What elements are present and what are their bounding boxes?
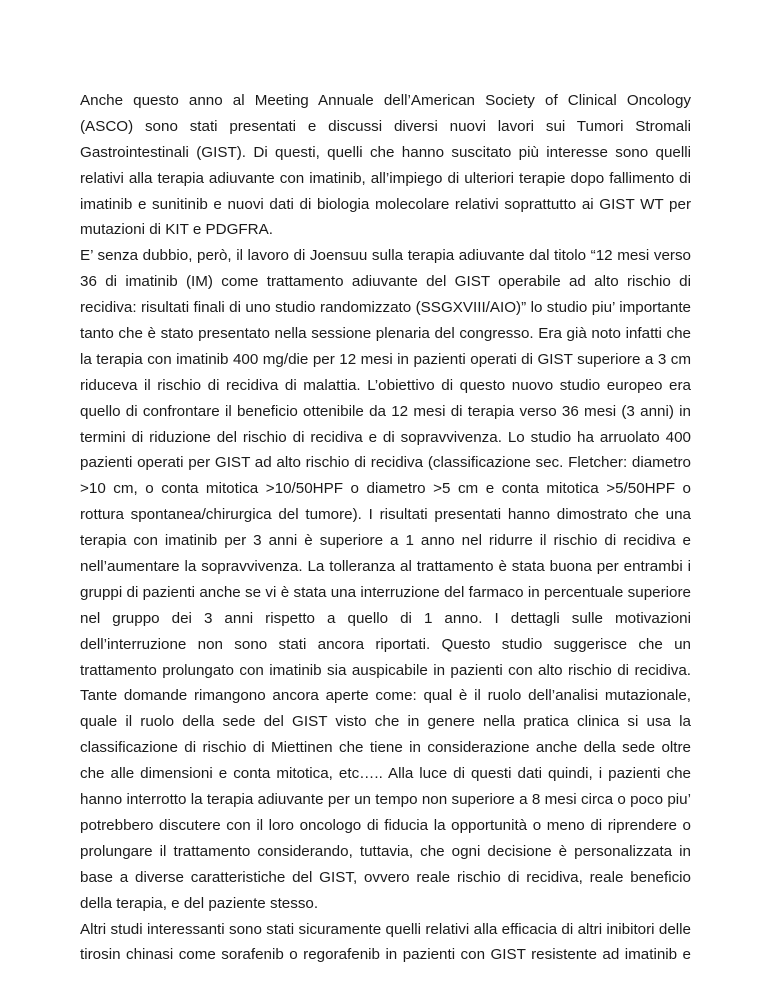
text-line: imatinib e sunitinib e nuovi dati di biologia molecolare relativi soprattutto ai GIST WT per [80, 195, 691, 213]
text-line: pazienti operati per GIST ad alto rischio di recidiva (classificazione sec. Fletcher: diametro [80, 454, 691, 472]
text-line: tirosin chinasi come sorafenib o regorafenib in pazienti con GIST resistente ad imatinib e [80, 946, 691, 964]
text-line: quello di confrontare il beneficio ottenibile da 12 mesi di terapia verso 36 mesi (3 anni) in [80, 402, 691, 420]
text-line: della terapia, e del paziente stesso. [80, 894, 319, 912]
paragraph-other-studies [80, 917, 691, 969]
text-line: riduceva il rischio di recidiva di malattia. L’obiettivo di questo nuovo studio europeo era [80, 376, 691, 394]
text-line: la terapia con imatinib 400 mg/die per 12 mesi in pazienti operati di GIST superiore a 3 cm [80, 350, 691, 368]
text-line: E’ senza dubbio, però, il lavoro di Joensuu sulla terapia adiuvante dal titolo “12 mesi verso [80, 247, 691, 265]
paragraph-asco-intro [80, 88, 691, 243]
text-line: nel gruppo dei 3 anni rispetto a quello di 1 anno. I dettagli sulle motivazioni [80, 609, 691, 627]
text-line: Tante domande rimangono ancora aperte come: qual è il ruolo dell’analisi mutazionale, [80, 687, 691, 705]
text-line: relativi alla terapia adiuvante con imatinib, all’impiego di ulteriori terapie dopo fallimento di [80, 169, 691, 187]
text-line: base a diverse caratteristiche del GIST, ovvero reale rischio di recidiva, reale beneficio [80, 868, 691, 886]
text-line: prolungare il trattamento considerando, tuttavia, che ogni decisione è personalizzata in [80, 842, 691, 860]
text-line: >10 cm, o conta mitotica >10/50HPF o diametro >5 cm e conta mitotica >5/50HPF o [80, 480, 691, 498]
text-line: hanno interrotto la terapia adiuvante per un tempo non superiore a 8 mesi circa o poco piu’ [80, 791, 691, 809]
text-line: dell’interruzione non sono stati ancora riportati. Questo studio suggerisce che un [80, 635, 691, 653]
text-line: tanto che è stato presentato nella sessione plenaria del congresso. Era già noto infatti che [80, 325, 691, 343]
text-line: rottura spontanea/chirurgica del tumore). I risultati presentati hanno dimostrato che una [80, 506, 691, 524]
text-line: Gastrointestinali (GIST). Di questi, quelli che hanno suscitato più interesse sono quelli [80, 143, 691, 161]
text-line: Altri studi interessanti sono stati sicuramente quelli relativi alla efficacia di altri inibitori delle [80, 920, 691, 938]
text-line: gruppi di pazienti anche se vi è stata una interruzione del farmaco in percentuale superiore [80, 583, 691, 601]
text-line: mutazioni di KIT e PDGFRA. [80, 221, 274, 239]
text-line: potrebbero discutere con il loro oncologo di fiducia la opportunità o meno di riprendere o [80, 816, 691, 834]
text-line: (ASCO) sono stati presentati e discussi diversi nuovi lavori sui Tumori Stromali [80, 117, 691, 135]
text-line: che alle dimensioni e conta mitotica, etc….. Alla luce di questi dati quindi, i pazienti che [80, 765, 691, 783]
text-line: 36 di imatinib (IM) come trattamento adiuvante del GIST operabile ad alto rischio di [80, 273, 691, 291]
paragraph-joensuu-study [80, 243, 691, 916]
text-line: Anche questo anno al Meeting Annuale dell’American Society of Clinical Oncology [80, 92, 691, 109]
document-page [80, 88, 691, 968]
text-line: recidiva: risultati finali di uno studio randomizzato (SSGXVIII/AIO)” lo studio piu’ importante [80, 299, 691, 317]
text-line: quale il ruolo della sede del GIST visto che in genere nella pratica clinica si usa la [80, 713, 691, 731]
text-line: nell’aumentare la sopravvivenza. La tolleranza al trattamento è stata buona per entrambi i [80, 558, 691, 576]
text-line: termini di riduzione del rischio di recidiva e di sopravvivenza. Lo studio ha arruolato 400 [80, 428, 691, 446]
text-line: classificazione di rischio di Miettinen che tiene in considerazione anche della sede oltre [80, 739, 691, 757]
text-line: terapia con imatinib per 3 anni è superiore a 1 anno nel ridurre il rischio di recidiva e [80, 532, 691, 550]
text-line: trattamento prolungato con imatinib sia auspicabile in pazienti con alto rischio di recidiva. [80, 661, 691, 679]
